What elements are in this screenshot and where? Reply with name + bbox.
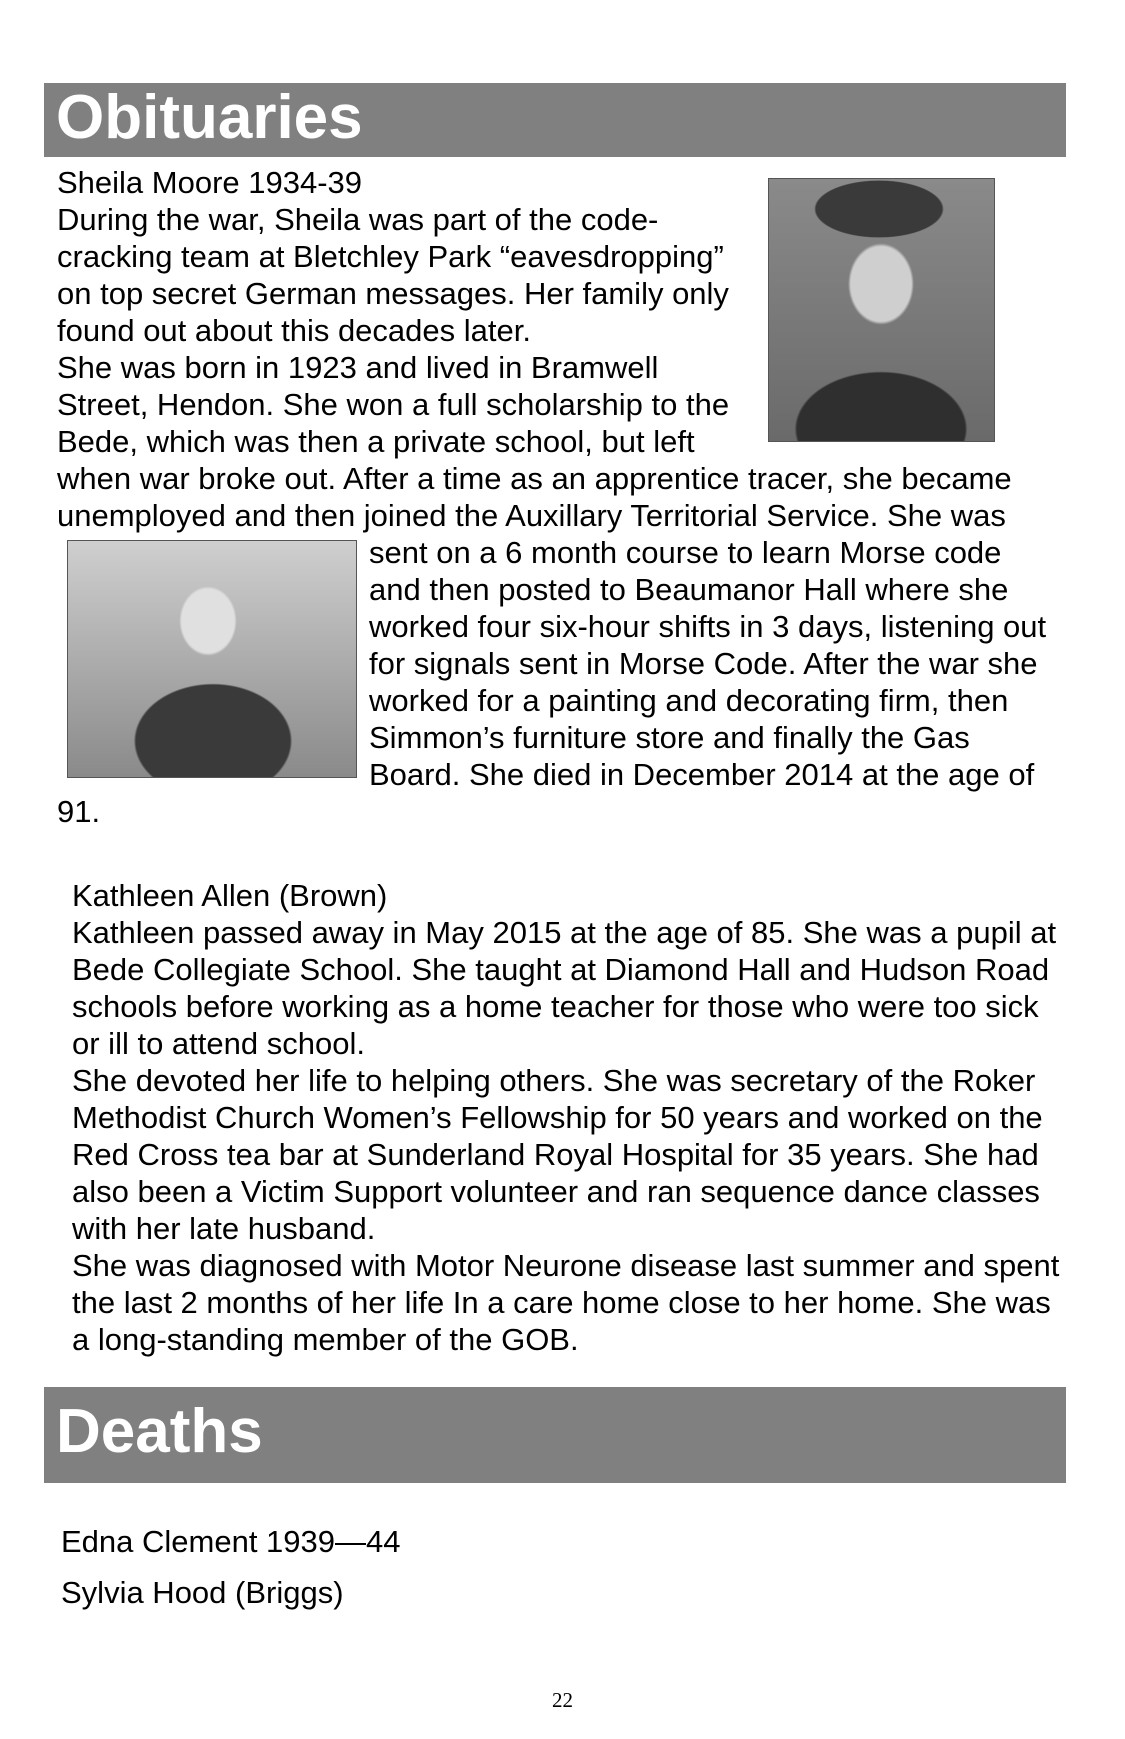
death-item: Edna Clement 1939—44	[61, 1524, 401, 1559]
death-item: Sylvia Hood (Briggs)	[61, 1575, 344, 1610]
obituaries-banner	[44, 83, 1066, 157]
obituary-paragraph-continued: and then posted to Beaumanor Hall where she worked four six-hour shifts in 3 days, listening out for signals sent in Morse Code. After the war she worked for a painting and decorating firm, then Simmon’s furniture store and finally the Gas Board. She died in December 2014 at the age of 91.	[57, 572, 1047, 829]
page-number: 22	[552, 1688, 573, 1712]
obituary-paragraph: She was born in 1923 and lived in Bramwell Street, Hendon. She won a full scholarship to the Bede, which was then a private school, but left when war broke out. After a time as an apprentice tracer, she became unemployed and then joined the Auxillary Territorial Service. She was sent on a 6 month course to learn Morse code	[57, 350, 1012, 570]
deaths-heading: Deaths	[56, 1397, 263, 1466]
obituary-paragraph: During the war, Sheila was part of the code-cracking team at Bletchley Park “eavesdropping” on top secret German messages. Her family only found out about this decades later.	[57, 202, 729, 348]
obituary-sheila-moore	[57, 164, 1047, 830]
obituary-paragraph: She was diagnosed with Motor Neurone disease last summer and spent the last 2 months of her life In a care home close to her home. She was a long-standing member of the GOB.	[72, 1248, 1060, 1357]
obituary-name: Sheila Moore 1934-39	[57, 165, 363, 200]
obituary-kathleen-allen	[72, 877, 1062, 1358]
photo-young-sheila	[768, 178, 995, 442]
photo-elderly-sheila	[67, 540, 357, 778]
deaths-banner	[44, 1387, 1066, 1483]
deaths-list	[61, 1516, 961, 1618]
obituary-paragraph: Kathleen passed away in May 2015 at the age of 85. She was a pupil at Bede Collegiate School. She taught at Diamond Hall and Hudson Road schools before working as a home teacher for those who were too sick or ill to attend school.	[72, 915, 1057, 1061]
obituaries-heading: Obituaries	[56, 83, 363, 152]
obituary-paragraph: She devoted her life to helping others. She was secretary of the Roker Methodist Church Women’s Fellowship for 50 years and worked on the Red Cross tea bar at Sunderland Royal Hospital for 35 years. She had also been a Victim Support volunteer and ran sequence dance classes with her late husband.	[72, 1063, 1043, 1246]
obituary-name: Kathleen Allen (Brown)	[72, 878, 388, 913]
